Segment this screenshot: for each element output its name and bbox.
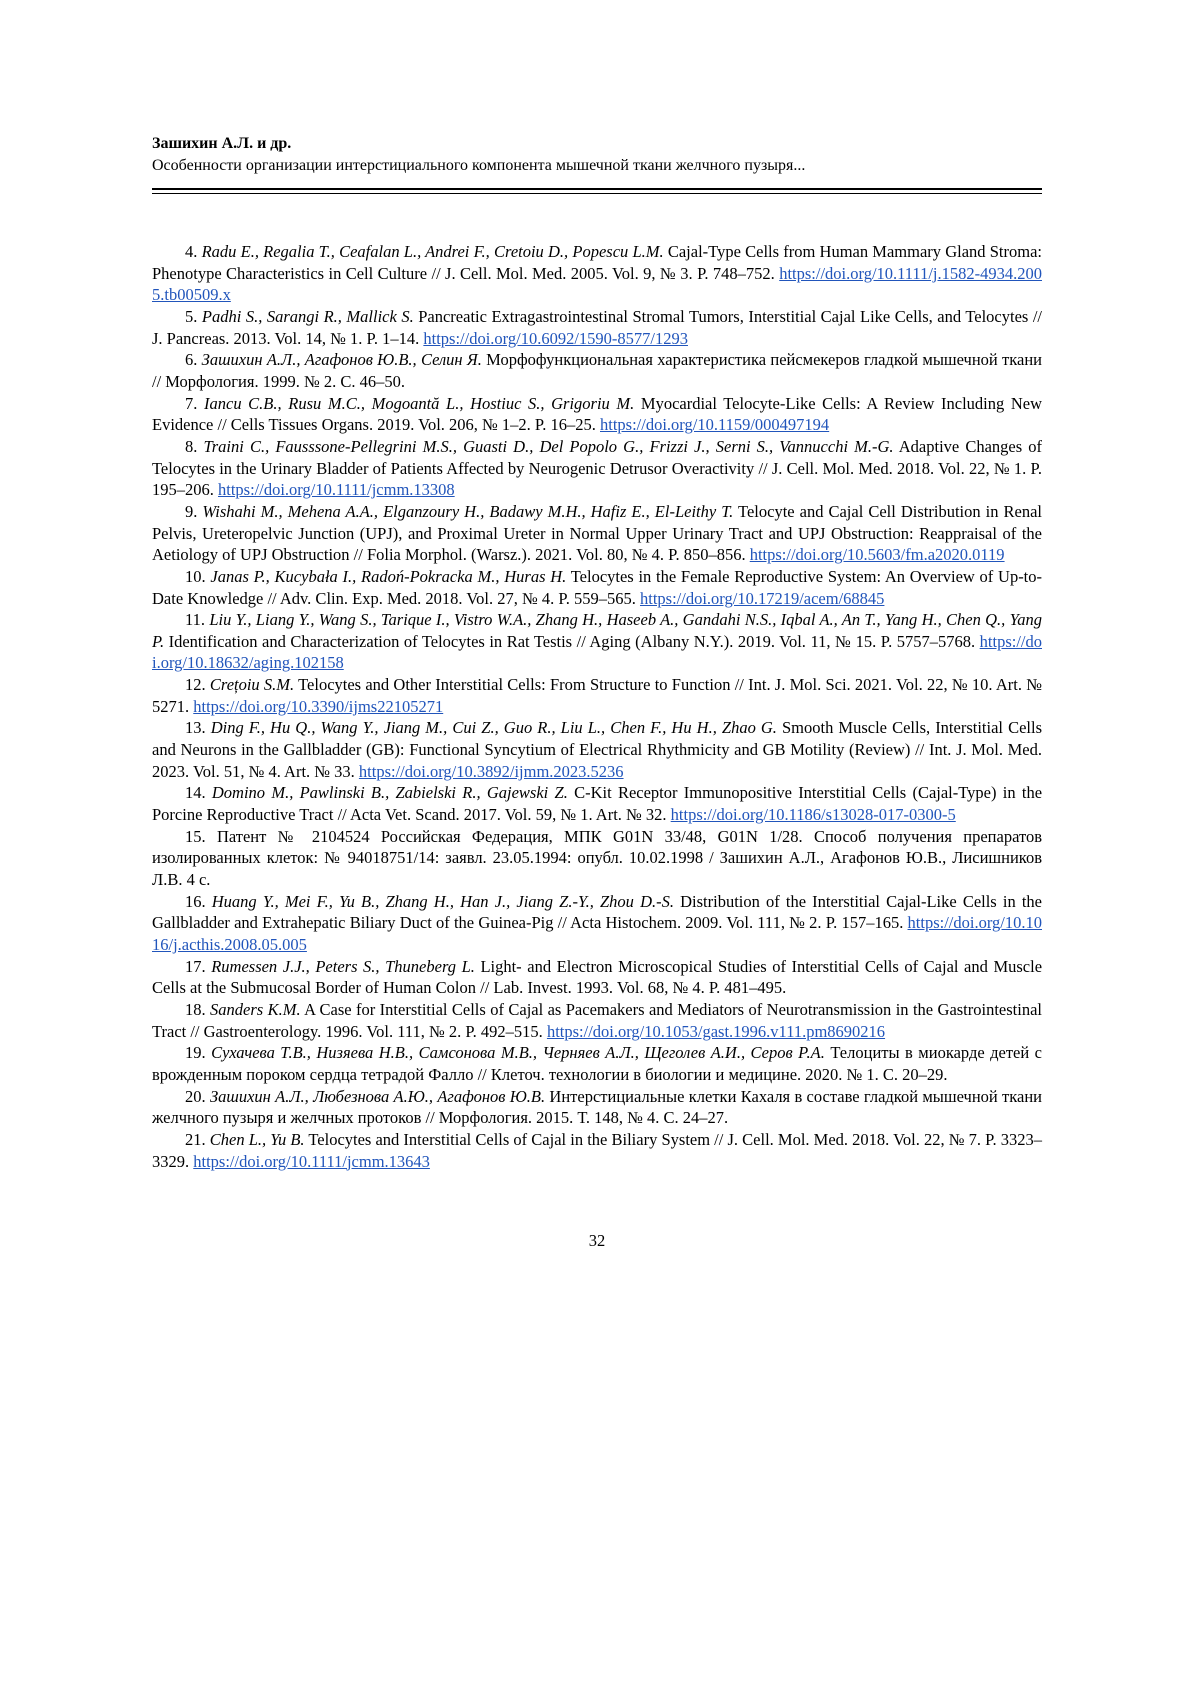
reference-authors: Domino M., Pawlinski B., Zabielski R., Gajewski Z. (211, 783, 568, 803)
header-divider (152, 188, 1042, 194)
page-number: 32 (588, 1231, 606, 1251)
reference-number: 16. (185, 891, 212, 911)
doi-link[interactable]: https://doi.org/10.1111/jcmm.13643 (193, 1151, 430, 1171)
doi-link[interactable]: https://doi.org/10.6092/1590-8577/1293 (423, 328, 688, 348)
reference-item (152, 717, 1042, 782)
reference-item (152, 306, 1042, 349)
reference-authors: Sanders K.M. (210, 999, 301, 1019)
reference-authors: Iancu C.B., Rusu M.C., Mogoantă L., Hostiuc S., Grigoriu M. (204, 393, 635, 413)
reference-text: Pancreatic Extragastrointestinal Stromal Tumors, Interstitial Cajal Like Cells, and Telocytes // J. Pancreas. 2013. Vol. 14, № 1. P. 1–14. (152, 306, 1042, 348)
doi-link[interactable]: https://doi.org/10.3892/ijmm.2023.5236 (358, 761, 624, 781)
reference-number: 7. (185, 393, 204, 413)
reference-number: 6. (185, 350, 202, 370)
doi-link[interactable]: https://doi.org/10.1186/s13028-017-0300-5 (670, 805, 956, 825)
reference-authors: Radu E., Regalia T., Ceafalan L., Andrei F., Cretoiu D., Popescu L.M. (201, 242, 664, 261)
reference-text: Cajal-Type Cells from Human Mammary Gland Stroma: Phenotype Characteristics in Cell Culture // J. Cell. Mol. Med. 2005. Vol. 9, № 3. P. 748–752. (152, 242, 1043, 283)
doi-link[interactable]: https://doi.org/10.3390/ijms22105271 (193, 696, 444, 716)
running-header (152, 133, 1042, 194)
reference-number: 11. (185, 610, 210, 630)
doi-link[interactable]: https://doi.org/10.1111/jcmm.13308 (218, 480, 455, 500)
reference-text: Патент № 2104524 Российская Федерация, МПК G01N 33/48, G01N 1/28. Способ получения препаратов изолированных клеток: № 94018751/14: заявл. 23.05.1994: опубл. 10.02.1998 / Зашихин А.Л., Агафонов Ю.В., Лисишников Л.В. 4 с. (152, 826, 1042, 890)
reference-authors: Padhi S., Sarangi R., Mallick S. (201, 306, 414, 326)
reference-item (152, 393, 1042, 436)
reference-number: 21. (185, 1129, 210, 1149)
reference-item (152, 349, 1042, 392)
reference-text: Distribution of the Interstitial Cajal-Like Cells in the Gallbladder and Extrahepatic Biliary Duct of the Guinea-Pig // Acta Histochem. 2009. Vol. 111, № 2. P. 157–165. (152, 891, 1042, 933)
reference-text: Myocardial Telocyte-Like Cells: A Review Including New Evidence // Cells Tissues Organs. 2019. Vol. 206, № 1–2. P. 16–25. (152, 393, 1042, 435)
reference-text: Telocyte and Cajal Cell Distribution in Renal Pelvis, Ureteropelvic Junction (UPJ), and Proximal Ureter in Normal Upper Urinary Tract and UPJ Obstruction: Reappraisal of the Aetiology of UPJ Obstruction // Folia Morphol. (Warsz.). 2021. Vol. 80, № 4. P. 850–856. (152, 501, 1042, 565)
reference-authors: Rumessen J.J., Peters S., Thuneberg L. (211, 956, 475, 976)
reference-authors: Сухачева Т.В., Низяева Н.В., Самсонова М.В., Черняев А.Л., Щеголев А.И., Серов Р.А. (211, 1043, 825, 1063)
reference-authors: Wishahi M., Mehena A.A., Elganzoury H., Badawy M.H., Hafiz E., El-Leithy T. (202, 501, 734, 521)
reference-authors: Huang Y., Mei F., Yu B., Zhang H., Han J., Jiang Z.-Y., Zhou D.-S. (211, 891, 674, 911)
reference-number: 13. (185, 718, 211, 738)
reference-item (152, 1129, 1042, 1172)
reference-authors: Ding F., Hu Q., Wang Y., Jiang M., Cui Z., Guo R., Liu L., Chen F., Hu H., Zhao G. (210, 718, 777, 738)
references-list (152, 241, 1042, 1172)
doi-link[interactable]: https://doi.org/10.5603/fm.a2020.0119 (749, 545, 1005, 565)
reference-item (152, 891, 1042, 956)
reference-authors: Traini C., Fausssone-Pellegrini M.S., Guasti D., Del Popolo G., Frizzi J., Serni S., Vannucchi M.-G. (203, 436, 894, 456)
reference-number: 20. (185, 1086, 210, 1106)
doi-link[interactable]: https://doi.org/10.17219/acem/68845 (639, 588, 885, 608)
reference-item (152, 956, 1042, 999)
reference-number: 17. (185, 956, 212, 976)
reference-authors: Janas P., Kucybała I., Radoń-Pokracka M., Huras H. (210, 566, 567, 586)
reference-text: A Case for Interstitial Cells of Cajal as Pacemakers and Mediators of Neurotransmission in the Gastrointestinal Tract // Gastroenterology. 1996. Vol. 111, № 2. P. 492–515. (152, 999, 1043, 1041)
reference-text: Телоциты в миокарде детей с врожденным пороком сердца тетрадой Фалло // Клеточ. технологии в биологии и медицине. 2020. № 1. С. 20–29. (152, 1043, 1043, 1084)
doi-link[interactable]: https://doi.org/10.1053/gast.1996.v111.pm8690216 (546, 1021, 886, 1041)
reference-item (152, 826, 1042, 891)
reference-number: 10. (185, 566, 211, 586)
reference-item (152, 501, 1042, 566)
reference-number: 19. (185, 1043, 212, 1063)
reference-number: 12. (185, 675, 210, 695)
reference-item (152, 782, 1042, 825)
reference-text: Identification and Characterization of Telocytes in Rat Testis // Aging (Albany N.Y.). 2019. Vol. 11, № 15. P. 5757–5768. (164, 631, 980, 651)
header-title: Особенности организации интерстициального компонента мышечной ткани желчного пузыря... (152, 157, 806, 174)
reference-text: Adaptive Changes of Telocytes in the Urinary Bladder of Patients Affected by Neurogenic Detrusor Overactivity // J. Cell. Mol. Med. 2018. Vol. 22, № 1. P. 195–206. (152, 436, 1043, 500)
doi-link[interactable]: https://doi.org/10.18632/aging.102158 (152, 631, 1042, 673)
reference-number: 4. (185, 242, 202, 261)
reference-item (152, 1086, 1042, 1129)
doi-link[interactable]: https://doi.org/10.1159/000497194 (600, 415, 830, 435)
reference-authors: Зашихин А.Л., Любезнова А.Ю., Агафонов Ю.В. (209, 1086, 546, 1106)
reference-item (152, 241, 1042, 306)
reference-number: 14. (185, 783, 212, 803)
reference-number: 5. (185, 306, 202, 326)
reference-number: 9. (185, 501, 203, 521)
reference-number: 15. (185, 826, 217, 846)
reference-text: Морфофункциональная характеристика пейсмекеров гладкой мышечной ткани // Морфология. 1999. № 2. С. 46–50. (152, 350, 1042, 391)
reference-item (152, 609, 1042, 674)
page-footer (152, 1230, 1042, 1252)
reference-text: Telocytes in the Female Reproductive System: An Overview of Up-to-Date Knowledge // Adv. Clin. Exp. Med. 2018. Vol. 27, № 4. P. 559–565. (152, 566, 1043, 608)
doi-link[interactable]: https://doi.org/10.1016/j.acthis.2008.05.005 (152, 913, 1042, 954)
reference-text: Интерстициальные клетки Кахаля в составе гладкой мышечной ткани желчного пузыря и желчных протоков // Морфология. 2015. Т. 148, № 4. С. 24–27. (152, 1086, 1042, 1128)
reference-number: 8. (185, 436, 204, 456)
doi-link[interactable]: https://doi.org/10.1111/j.1582-4934.2005.tb00509.x (152, 263, 1042, 305)
reference-authors: Chen L., Yu B. (209, 1129, 305, 1149)
reference-text: C-Kit Receptor Immunopositive Interstitial Cells (Cajal-Type) in the Porcine Reproductive Tract // Acta Vet. Scand. 2017. Vol. 59, № 1. Art. № 32. (152, 783, 1043, 825)
reference-authors: Зашихин А.Л., Агафонов Ю.В., Селин Я. (201, 350, 482, 370)
reference-authors: Liu Y., Liang Y., Wang S., Tarique I., Vistro W.A., Zhang H., Haseeb A., Gandahi N.S., Iqbal A., An T., Yang H., Chen Q., Yang P. (152, 610, 1043, 651)
reference-item (152, 436, 1042, 501)
reference-text: Smooth Muscle Cells, Interstitial Cells and Neurons in the Gallbladder (GB): Functional Syncytium of Electrical Rhythmicity and GB Motility (Review) // Int. J. Mol. Med. 2023. Vol. 51, № 4. Art. № 33. (152, 718, 1042, 781)
reference-authors: Crețoiu S.M. (209, 675, 295, 695)
reference-item (152, 999, 1042, 1042)
reference-item (152, 674, 1042, 717)
reference-text: Telocytes and Other Interstitial Cells: From Structure to Function // Int. J. Mol. Sci. 2021. Vol. 22, № 10. Art. № 5271. (152, 675, 1042, 716)
reference-text: Telocytes and Interstitial Cells of Cajal in the Biliary System // J. Cell. Mol. Med. 2018. Vol. 22, № 7. P. 3323–3329. (152, 1129, 1043, 1171)
header-authors: Зашихин А.Л. и др. (152, 135, 292, 152)
reference-number: 18. (185, 999, 211, 1019)
reference-text: Light- and Electron Microscopical Studies of Interstitial Cells of Cajal and Muscle Cells at the Submucosal Border of Human Colon // Lab. Invest. 1993. Vol. 68, № 4. P. 481–495. (152, 956, 1043, 998)
reference-item (152, 566, 1042, 609)
reference-item (152, 1042, 1042, 1085)
